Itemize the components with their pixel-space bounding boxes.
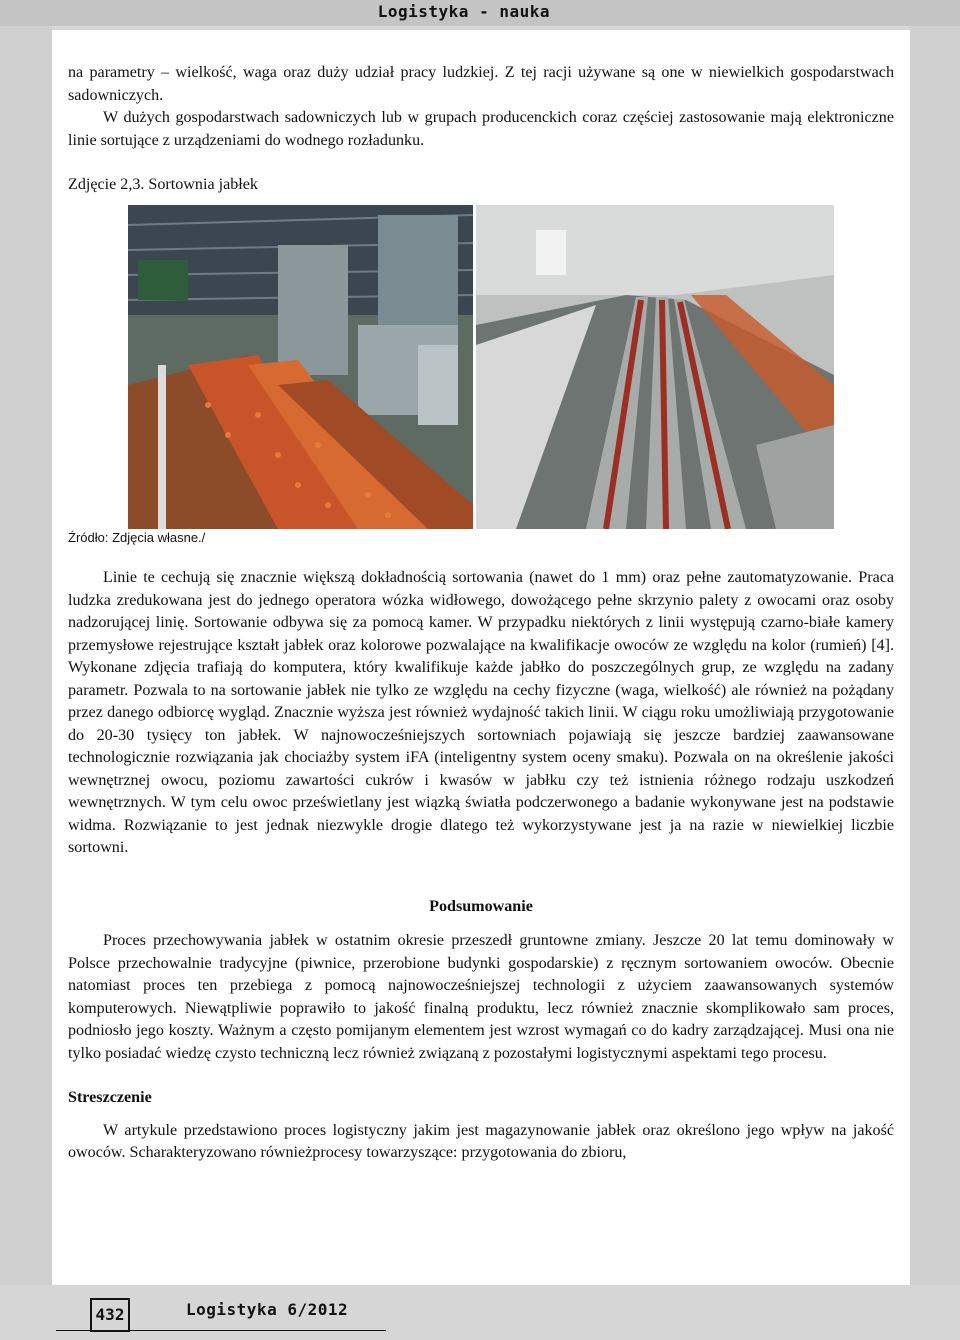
running-header: Logistyka - nauka bbox=[377, 2, 550, 21]
journal-title: Logistyka 6/2012 bbox=[186, 1300, 349, 1319]
paragraph-abstract: W artykule przedstawiono proces logistyczny jakim jest magazynowanie jabłek oraz określono jego wpływ na jakość owoców. Scharakteryzowano równieżprocesy towarzyszące: przygotowania do zbioru, bbox=[68, 1121, 894, 1161]
paragraph-sorting-lines: Linie te cechują się znacznie większą dokładnością sortowania (nawet do 1 mm) oraz pełne zautomatyzowanie. Praca ludzka zredukowana jest do jednego operatora wózka widłowego, dowożącego pełne skrzynio palety z owocami oraz osoby nadzorującej linię. Sortowanie odbywa się za pomocą kamer. W przypadku niektórych z linii występują czarno-białe kamery przemysłowe rejestrujące kształt jabłek oraz kolorowe pozwalające na kwalifikacje owoców ze względu na kolor (rumień) [4]. Wykonane zdjęcia trafiają do komputera, który kwalifikuje każde jabłko do poszczególnych grup, ze względu na zadany parametr. Pozwala to na sortowanie jabłek nie tylko ze względu na cechy fizyczne (waga, wielkość) ale również na pożądany przez danego odbiorcę wygląd. Znacznie wyższa jest również wydajność takich linii. W ciągu roku umożliwiają przygotowanie do 20-30 tysięcy ton jabłek. W najnowocześniejszych sortowniach pojawiają się jeszcze bardziej zaawansowane technologicznie rozwiązania jak chociażby system iFA (inteligentny system oceny smaku). Pozwala on na określenie jakości wewnętrznej owocu, poziomu zawartości cukrów i kwasów w jabłku czy też istnienia różnego rodzaju uszkodzeń wewnętrznych. W tym celu owoc prześwietlany jest wiązką światła podczerwonego a badanie wykonywane jest na podstawie widma. Rozwiązanie to jest jednak niezwykle drogie dlatego też wykorzystywane jest ja na razie w niewielkiej liczbie sortowni. bbox=[68, 569, 894, 856]
paragraph-intro: na parametry – wielkość, waga oraz duży udział pracy ludzkiej. Z tej racji używane są one w niewielkich gospodarstwach sadowniczych. bbox=[68, 64, 894, 104]
header-band bbox=[0, 0, 960, 26]
right-margin-strip bbox=[910, 26, 960, 1340]
photo-sorting-lines bbox=[476, 205, 834, 529]
figure-source: Źródło: Zdjęcia własne./ bbox=[68, 529, 206, 545]
footer-band bbox=[0, 1285, 960, 1340]
paragraph-electronic-lines: W dużych gospodarstwach sadowniczych lub w grupach producenckich coraz częściej zastosowanie mają elektroniczne linie sortujące z urządzeniami do wodnego rozładunku. bbox=[68, 109, 894, 149]
footer-rule bbox=[56, 1330, 386, 1331]
paragraph-summary: Proces przechowywania jabłek w ostatnim okresie przeszedł gruntowne zmiany. Jeszcze 20 lat temu dominowały w Polsce przechowalnie tradycyjne (piwnice, przerobione budynki gospodarskie) z ręcznym sortowaniem owoców. Obecnie natomiast proces ten przebiega z pomocą najnowocześniejszej technologii z użyciem zaawansowanych systemów komputerowych. Niewątpliwie poprawiło to jakość finalną produktu, lecz również znacznie skomplikowało sam proces, podniosło jego koszty. Ważnym a często pomijanym elementem jest wzrost wymagań co do kadry zarządzającej. Musi ona nie tylko posiadać wiedzę czysto techniczną lecz również związaną z pozostałymi logistycznymi aspektami tego procesu. bbox=[68, 932, 894, 1062]
figure-caption: Zdjęcie 2,3. Sortownia jabłek bbox=[68, 176, 258, 193]
photo-water-unloading bbox=[128, 205, 473, 529]
spacer bbox=[68, 549, 894, 567]
page-body bbox=[52, 30, 910, 1285]
photo-figure bbox=[68, 205, 894, 535]
heading-summary: Podsumowanie bbox=[429, 897, 533, 915]
heading-abstract: Streszczenie bbox=[68, 1089, 152, 1106]
article-content bbox=[68, 62, 894, 1165]
left-margin-strip bbox=[0, 26, 52, 1340]
page-number: 432 bbox=[90, 1298, 130, 1332]
